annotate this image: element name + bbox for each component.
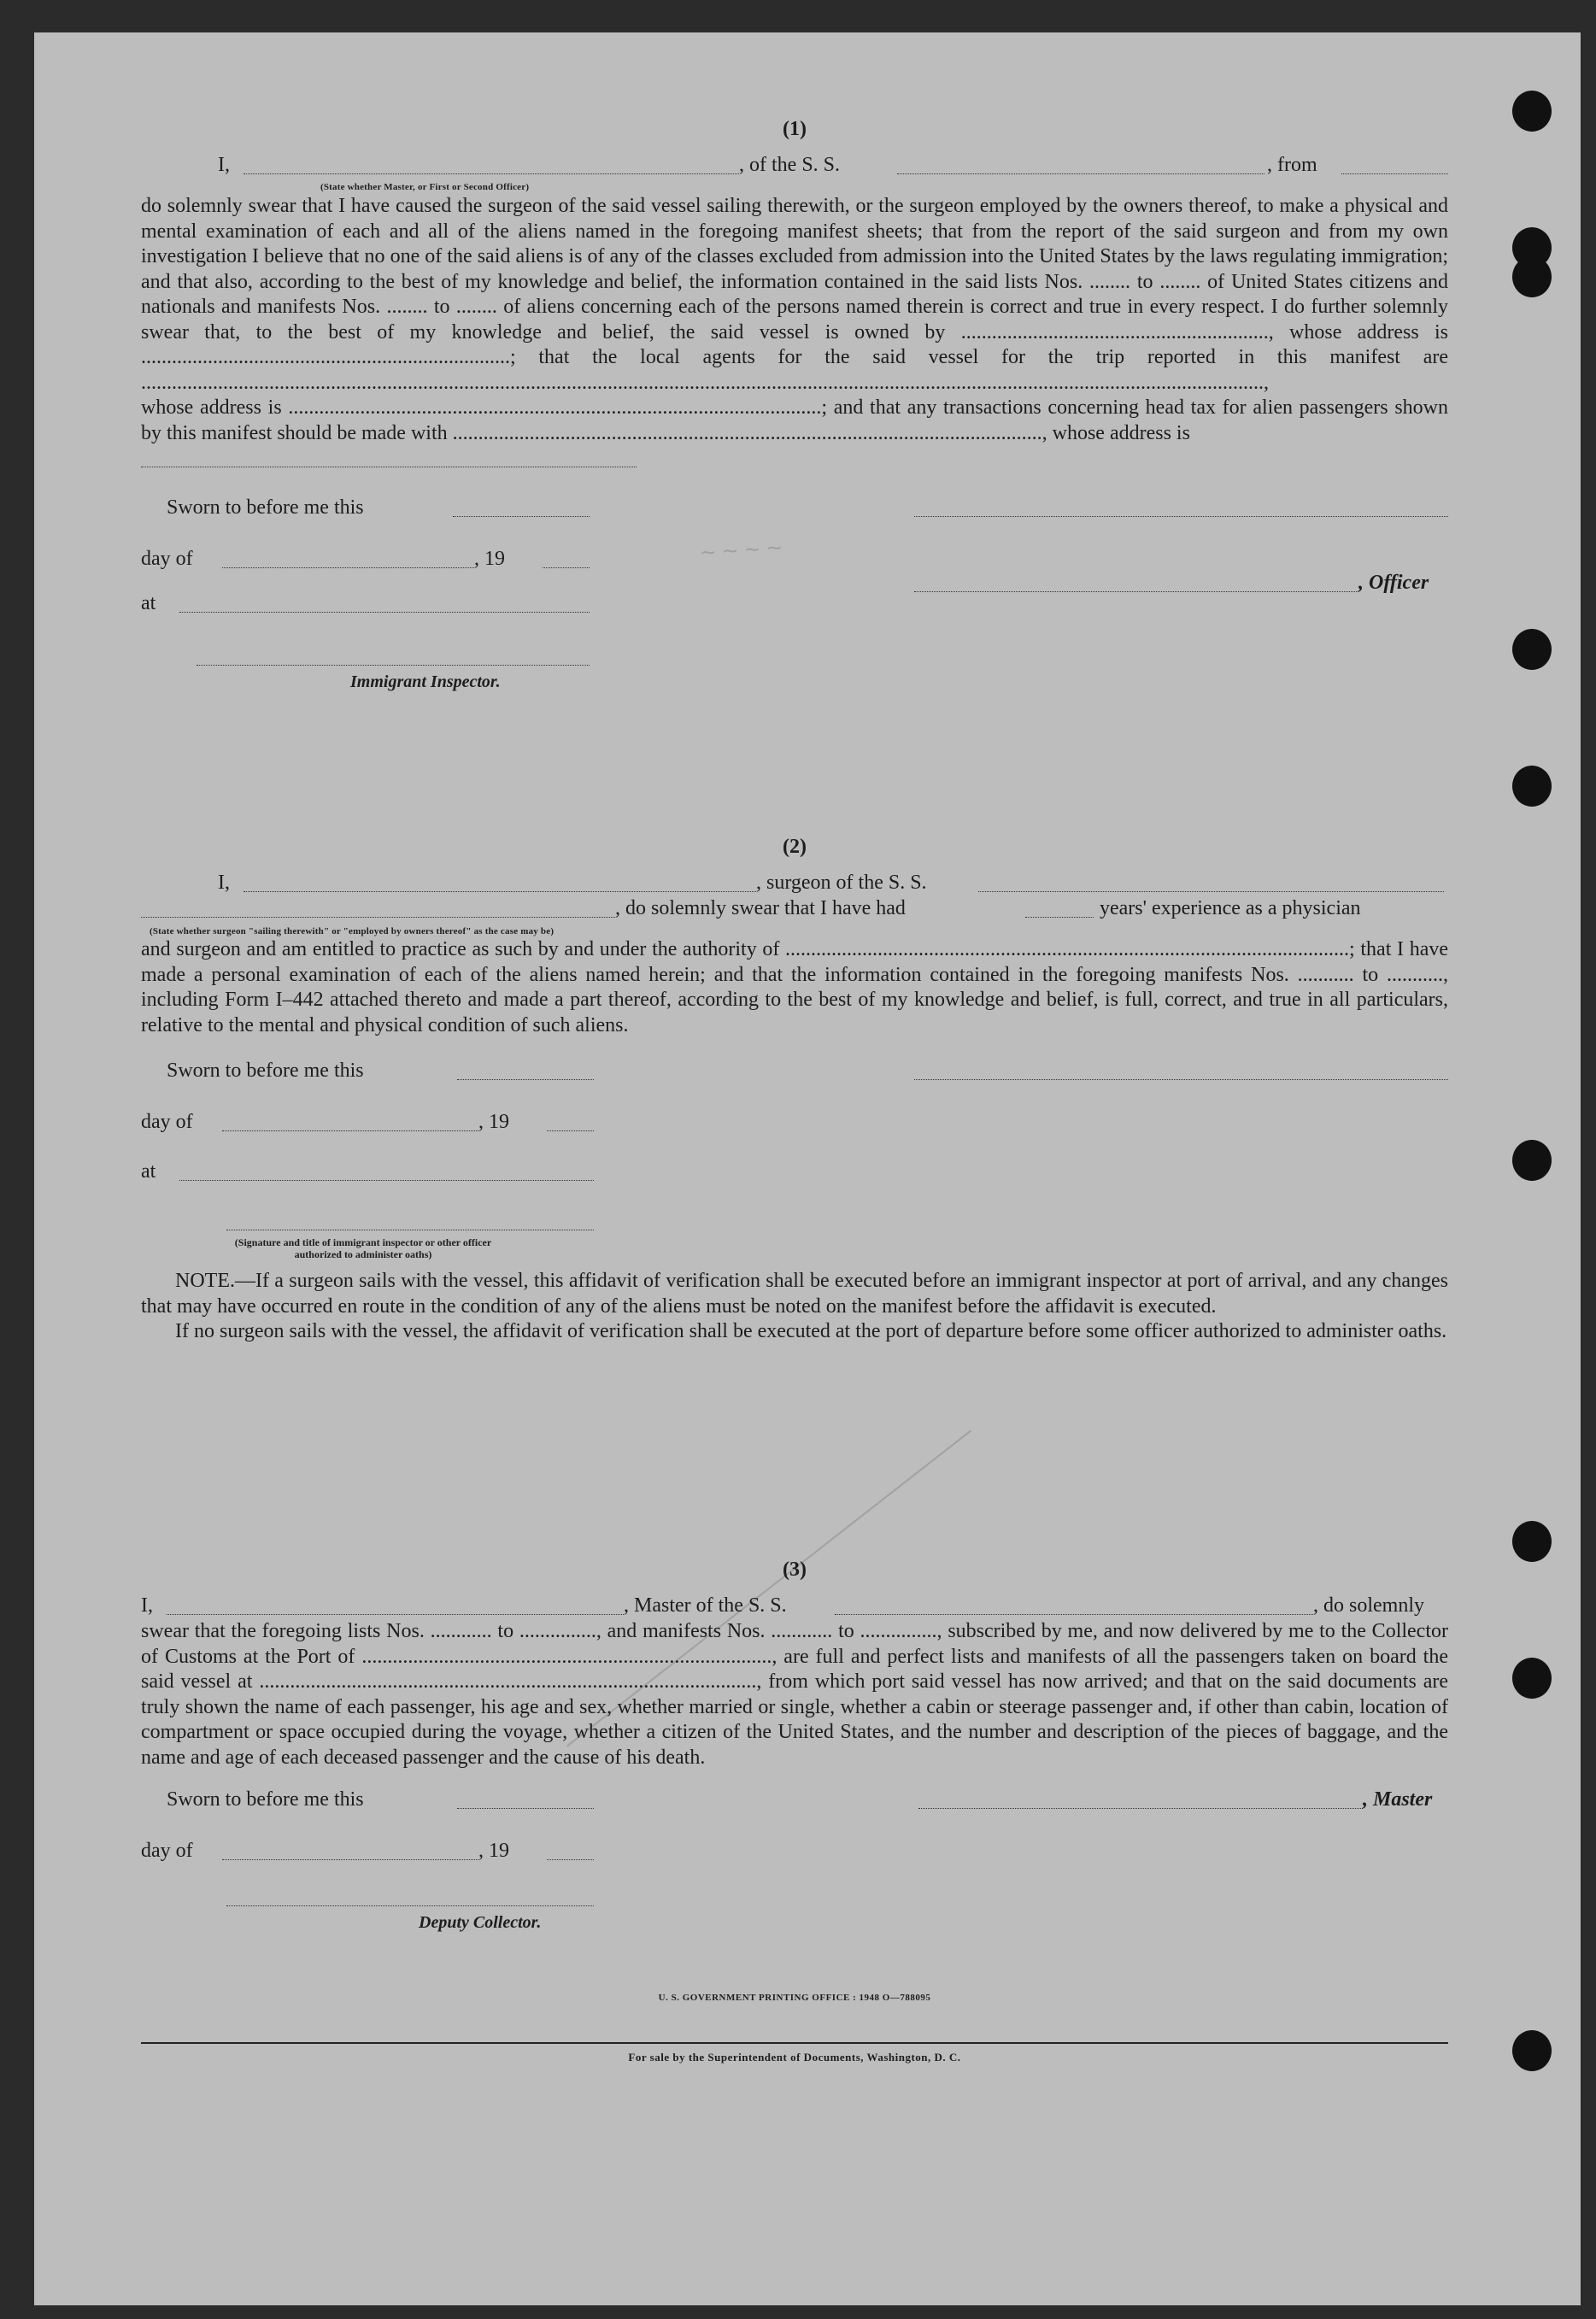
day-of-label: day of	[141, 1840, 193, 1862]
year-prefix: , 19	[474, 548, 505, 570]
master-signature-field[interactable]	[918, 1793, 1363, 1809]
sworn-label: Sworn to before me this	[167, 1788, 364, 1811]
punch-hole	[1512, 1521, 1552, 1562]
punch-hole	[1512, 1140, 1552, 1181]
day-of-label: day of	[141, 548, 193, 570]
oath-first-line	[141, 153, 1448, 194]
punch-hole	[1512, 766, 1552, 807]
master-first-line	[141, 1594, 1448, 1619]
at-line	[141, 1161, 1448, 1214]
surgeon-status-field[interactable]	[141, 901, 615, 918]
section-1-body-continued: whose address is ........................................................................................................; and that any transactions concerning head tax for alien passengers shown by this manifest should be made with ..................................................................................................................., whose address is	[141, 396, 1448, 444]
collector-signature	[141, 1890, 1448, 1941]
label-do-solemnly-swear: , do solemnly swear that I have had	[615, 897, 906, 919]
at-field[interactable]	[179, 1165, 594, 1181]
day-of-line	[141, 1110, 1448, 1161]
day-of-field[interactable]	[222, 1115, 478, 1131]
punch-hole	[1512, 91, 1552, 132]
address-continuation-field[interactable]	[141, 451, 637, 467]
section-3-body: swear that the foregoing lists Nos. ............ to ..............., and manifests Nos. ............ to ..............., subscribed by me, and now delivered by me to the Collector of Customs at the Port of ................................................................................, are full and perfect lists and manifests of all the passengers taken on board the said vessel at ................................................................................................., from which port said vessel has now arrived; and that on the said documents are truly shown the name of each passenger, his age and sex, whether married or single, whether a cabin or steerage passenger and, if other than cabin, location of compartment or space occupied during the voyage, whether a citizen of the United States, and the number and description of the pieces of baggage, and the name and age of each deceased passenger and the cause of his death.	[141, 1620, 1448, 1769]
surgeon-first-line	[141, 871, 1448, 896]
sworn-label: Sworn to before me this	[167, 496, 364, 519]
bleed-through-marks: ~ ~ ~ ~	[699, 533, 783, 568]
witness-caption: (Signature and title of immigrant inspector or other officer authorized to administer oaths)	[234, 1236, 492, 1260]
officer-name-field[interactable]	[244, 158, 739, 174]
day-of-label: day of	[141, 1111, 193, 1133]
section-number: (1)	[783, 118, 807, 140]
surgeon-signature-field[interactable]	[914, 1064, 1448, 1080]
officer-caption: (State whether Master, or First or Second Officer)	[320, 182, 530, 192]
officer-signature-line-top[interactable]	[914, 501, 1448, 517]
sworn-date-field[interactable]	[453, 501, 590, 517]
sworn-date-field[interactable]	[457, 1064, 594, 1080]
officer-label: , Officer	[1358, 572, 1429, 594]
punch-hole	[1512, 1658, 1552, 1699]
label-i: I,	[218, 154, 230, 176]
day-of-line	[141, 1839, 1448, 1890]
witness-signature-field[interactable]	[226, 1214, 594, 1230]
footer-rule	[141, 2042, 1448, 2044]
printing-office-line: U. S. GOVERNMENT PRINTING OFFICE : 1948 O—788095	[658, 1993, 931, 2003]
punch-hole	[1512, 2030, 1552, 2071]
section-3	[141, 1559, 1448, 1941]
day-of-field[interactable]	[222, 552, 474, 568]
collector-label: Deputy Collector.	[419, 1913, 542, 1932]
year-field[interactable]	[547, 1115, 594, 1131]
section-2-body: and surgeon and am entitled to practice as such by and under the authority of ..............................................................................................................; that I have made a personal examination of each of the aliens named herein; and that the information contained in the foregoing manifests Nos. ........... to ..........., including Form I–442 attached thereto and made a part thereof, according to the best of my knowledge and belief, is full, correct, and true in all particulars, relative to the mental and physical condition of such aliens.	[141, 938, 1448, 1036]
label-i: I,	[141, 1594, 153, 1617]
at-field[interactable]	[179, 596, 590, 613]
sworn-label: Sworn to before me this	[167, 1060, 364, 1082]
section-2	[141, 836, 1448, 1345]
label-i: I,	[218, 872, 230, 894]
sworn-date-field[interactable]	[457, 1793, 594, 1809]
punch-hole	[1512, 256, 1552, 297]
years-field[interactable]	[1025, 901, 1094, 918]
year-prefix: , 19	[478, 1840, 509, 1862]
note-paragraph: NOTE.—If a surgeon sails with the vessel, this affidavit of verification shall be executed before an immigrant inspector at port of arrival, and any changes that may have occurred en route in the condition of any of the aliens must be noted on the manifest before the affidavit is executed.	[141, 1270, 1448, 1318]
surgeon-caption: (State whether surgeon "sailing therewith" or "employed by owners thereof" as the case may be)	[150, 926, 554, 936]
sworn-line	[141, 496, 1448, 547]
year-prefix: , 19	[478, 1111, 509, 1133]
inspector-signature-field[interactable]	[197, 649, 590, 666]
year-field[interactable]	[547, 1844, 594, 1860]
from-port-field[interactable]	[1341, 158, 1448, 174]
section-1-body: do solemnly swear that I have caused the surgeon of the said vessel sailing therewith, or the surgeon employed by the owners thereof, to make a physical and mental examination of each and all of the aliens named in the foregoing manifest sheets; that from the report of the said surgeon and from my own investigation I believe that no one of the said aliens is of any of the classes excluded from admission into the United States by the laws regulating immigration; and that also, according to the best of my knowledge and belief, the information contained in the said lists Nos. ........ to ........ of United States citizens and nationals and manifests Nos. ........ to ........ of aliens concerning each of the persons named therein is correct and true in every respect. I do further solemnly swear that, to the best of my knowledge and belief, the said vessel is owned by ............................................................, whose address is ........................................................................; that the local agents for the said vessel for the trip reported in this manifest are ...........................................................................................................................................................................................................................,	[141, 195, 1448, 394]
punch-hole	[1512, 629, 1552, 670]
form-page	[34, 32, 1581, 2305]
surgeon-name-field[interactable]	[244, 876, 756, 892]
day-of-field[interactable]	[222, 1844, 478, 1860]
note-paragraph-2: If no surgeon sails with the vessel, the affidavit of verification shall be executed at the port of departure before some officer authorized to administer oaths.	[175, 1320, 1447, 1342]
label-do-solemnly: , do solemnly	[1313, 1594, 1424, 1617]
label-surgeon-of-ss: , surgeon of the S. S.	[756, 872, 927, 894]
master-vessel-field[interactable]	[835, 1599, 1313, 1615]
at-label: at	[141, 592, 156, 614]
surgeon-second-line	[141, 896, 1448, 937]
year-field[interactable]	[543, 552, 590, 568]
at-line	[141, 572, 1448, 649]
inspector-label: Immigrant Inspector.	[350, 672, 501, 691]
officer-signature-field[interactable]	[914, 576, 1358, 592]
master-label: , Master	[1363, 1788, 1433, 1811]
label-from: , from	[1267, 154, 1317, 176]
vessel-name-field[interactable]	[897, 158, 1264, 174]
surgeon-vessel-field[interactable]	[978, 876, 1444, 892]
section-number: (3)	[783, 1559, 807, 1581]
section-1	[141, 118, 1448, 692]
label-years-experience: years' experience as a physician	[1100, 897, 1361, 919]
section-number: (2)	[783, 836, 807, 858]
label-of-ss: , of the S. S.	[739, 154, 841, 176]
at-label: at	[141, 1160, 156, 1183]
inspector-signature	[141, 649, 1448, 692]
witness-signature	[141, 1214, 1448, 1269]
master-name-field[interactable]	[167, 1599, 624, 1615]
collector-signature-field[interactable]	[226, 1890, 594, 1906]
sworn-line	[141, 1059, 1448, 1110]
for-sale-line: For sale by the Superintendent of Documents, Washington, D. C.	[628, 2051, 961, 2064]
sworn-line	[141, 1788, 1448, 1839]
label-master-of-ss: , Master of the S. S.	[624, 1594, 787, 1617]
